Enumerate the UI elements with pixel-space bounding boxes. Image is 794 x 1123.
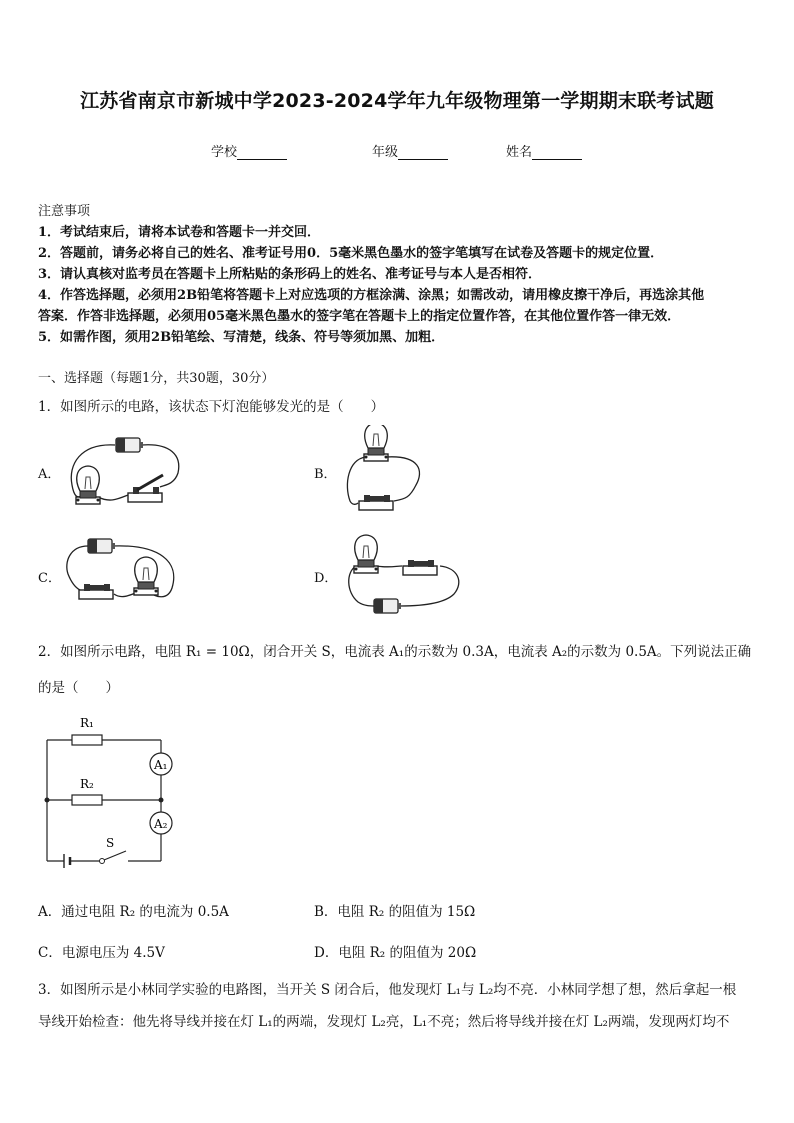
q1-option-d-label[interactable]: D． [314, 571, 338, 586]
label-s: S [106, 836, 115, 850]
q1-option-b-label[interactable]: B． [314, 467, 337, 482]
notice-item: 1．考试结束后，请将本试卷和答题卡一并交回． [38, 225, 321, 240]
question-3-stem: 3．如图所示是小林同学实验的电路图，当开关 S 闭合后，他发现灯 L₁与 L₂均不亮．小林同学想了想，然后拿起一根 [38, 982, 737, 998]
q2-option-b[interactable]: B．电阻 R₂ 的阻值为 15Ω [314, 904, 476, 920]
notice-item: 4．作答选择题，必须用2B铅笔将答题卡上对应选项的方框涂满、涂黑；如需改动，请用橡皮擦干净后，再选涂其他 [38, 288, 705, 303]
school-field[interactable] [211, 141, 287, 160]
grade-field[interactable] [372, 141, 448, 160]
q2-circuit-diagram [38, 710, 188, 870]
q2-option-c[interactable]: C．电源电压为 4.5V [38, 945, 165, 961]
notice-item: 答案．作答非选择题，必须用05毫米黑色墨水的签字笔在答题卡上的指定位置作答，在其他位置作答一律无效． [38, 309, 681, 324]
resistor-r2 [72, 795, 102, 805]
q1-circuit-c [60, 532, 190, 612]
question-1-stem: 1．如图所示的电路，该状态下灯泡能够发光的是（ ） [38, 399, 385, 415]
q1-circuit-a [60, 425, 190, 515]
notice-item: 3．请认真核对监考员在答题卡上所粘贴的条形码上的姓名、准考证号与本人是否相符． [38, 267, 542, 282]
q1-circuit-d [340, 532, 470, 617]
question-3-stem-cont: 导线开始检查：他先将导线并接在灯 L₁的两端，发现灯 L₂亮，L₁不亮；然后将导线并接在灯 L₂两端，发现两灯均不 [38, 1014, 730, 1030]
notice-item: 2．答题前，请务必将自己的姓名、准考证号用0．5毫米黑色墨水的签字笔填写在试卷及答题卡的规定位置． [38, 246, 664, 261]
q1-circuit-b [340, 425, 470, 520]
section-heading: 一、选择题（每题1分，共30题，30分） [38, 371, 275, 386]
q1-option-a-label[interactable]: A． [38, 467, 61, 482]
page-title: 江苏省南京市新城中学2023-2024学年九年级物理第一学期期末联考试题 [80, 90, 714, 112]
switch-s [104, 851, 126, 860]
label-a2: A₂ [154, 817, 168, 831]
name-field[interactable] [506, 141, 582, 160]
question-2-stem: 2．如图所示电路，电阻 R₁ = 10Ω，闭合开关 S，电流表 A₁的示数为 0.3A，电流表 A₂的示数为 0.5A。下列说法正确 [38, 644, 752, 660]
label-r2: R₂ [80, 777, 94, 791]
school-label: 学校 [211, 145, 238, 160]
name-label: 姓名 [506, 145, 533, 160]
q2-option-a[interactable]: A．通过电阻 R₂ 的电流为 0.5A [38, 904, 229, 920]
notice-item: 5．如需作图，须用2B铅笔绘、写清楚，线条、符号等须加黑、加粗． [38, 330, 445, 345]
question-2-stem-cont: 的是（ ） [38, 680, 119, 696]
notice-heading: 注意事项 [38, 204, 91, 219]
label-a1: A₁ [154, 758, 168, 772]
q1-option-c-label[interactable]: C． [38, 571, 61, 586]
grade-label: 年级 [372, 145, 399, 160]
resistor-r1 [72, 735, 102, 745]
q2-option-d[interactable]: D．电阻 R₂ 的阻值为 20Ω [314, 945, 477, 961]
label-r1: R₁ [80, 716, 94, 730]
